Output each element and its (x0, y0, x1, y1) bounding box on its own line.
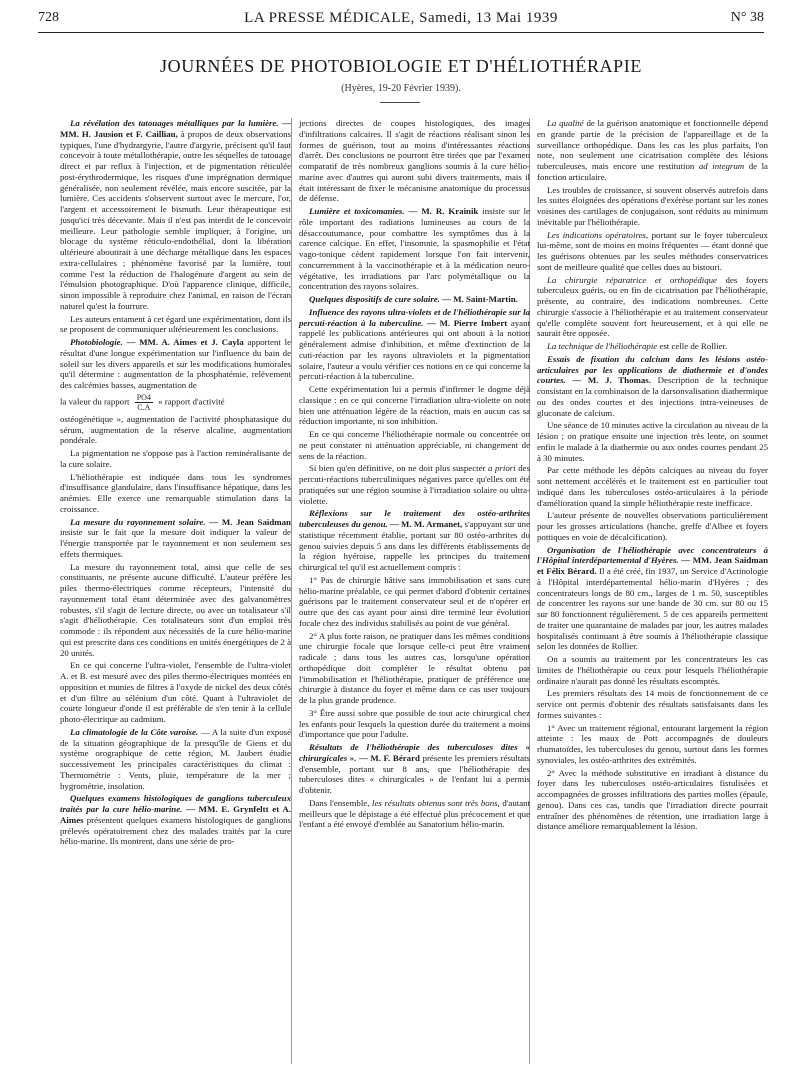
emphasis: Les indications opératoires (547, 229, 646, 240)
article-heading: La mesure du rayonnement solaire. (70, 516, 206, 527)
article-heading: Quelques dispositifs de cure solaire. (309, 294, 440, 304)
article-paragraph (299, 294, 530, 305)
article-paragraph (60, 337, 291, 391)
article-authors: — A la (200, 726, 227, 737)
article-text: L'auteur présente de nouvelles observations particulièrement pour les grosses articulations (hanche, greffe d'Albee et foyers pottiques en voie de décalcification). (537, 510, 768, 542)
section-subtitle: (Hyères, 19-20 Février 1939). (341, 83, 461, 94)
article-text: à propos de deux observations typiques, l'une d'hydrargyrie, l'autre d'argyrie, précisent qu'il faut concevoir à toute métallothérapie, outre les séquelles de tatouage direct et par reflux à l'injection, et de pigmentation réticulée post-érythrodermique, les risques d'une imprégnation dermique généralisée, non seulement révélée, mais encore suscitée, par la lumière. Ces accidents s'observent surtout avec le mercure, l'or, l'argent et accessoirement le bismuth. Leur thérapeutique est jusqu'ici très décevante. Mais il n'est pas interdit de le concevoir meilleure. Leur pathologie semble impliquer, à l'origine, un blocage du système réticulo-endothélial, dont la libération ultérieure aboutirait à une décharge métallique dans les espaces extra-cellulaires ; phénomène favorisé par la lumière, tout comme l'est la réduction de l'halogénure d'argent au sein de l'émulsion photographique. D'où l'apparence clinique, difficile, sinon impossible à reproduire chez l'animal, en raison de l'écran naturel qu'est la fourrure. (60, 128, 291, 311)
article-paragraph (299, 206, 530, 292)
formula-text: la valeur du rapport (60, 396, 130, 407)
article-text: Si bien qu'en définitive, on ne doit plus suspecter (309, 463, 486, 474)
article-text: La pigmentation ne s'oppose pas à l'action reminéralisante de la cure solaire. (60, 448, 291, 469)
list-item: 2° Avec la méthode substitutive en irradiant à distance du foyer dans les tuberculoses ostéo-articulaires fistulisées et accompagnées de grosses infiltrations des parties molles (épaule, genou). Dans ces cas, tandis que l'irradiation directe pourrait entraîner des phénomènes de rétention, une irradiation large à distance améliore remarquablement la lésion. (537, 767, 768, 832)
article-paragraph (60, 517, 291, 560)
article-text: insiste sur le rôle important des radiations lumineuses au cours de la désaccoutumance, pour combattre les symptômes dus à la carence calcique. En effet, l'insomnie, la spasmophilie et l'état vago-tonique cèdent rapidement lorsque l'on fait intervenir, concurremment à la vaccinothérapie et à la médication neuro-végétative, les irradiations par l'arc polymétallique ou la concentration des rayons solaires. (299, 206, 530, 292)
list-item: 1° Pas de chirurgie hâtive sans immobilisation et sans cure hélio-marine préalable, ce qui permet d'abord d'obtenir certaines guérisons par le traitement conservateur seul et de n'opérer en outre que des cas ayant pour ainsi dire terminé leur évolution focale chez des individus stabilisés au point de vue général. (299, 574, 530, 628)
article-paragraph (60, 727, 291, 792)
article-text: des foyers tuberculeux guéris, ou en fin de cicatrisation par l'héliothérapie, présente, au contraire, des indications nombreuses. Cette chirurgie s'associe à l'héliothérapie et au traitement conservateur qu'elle complète souvent fort heureusement, et à qui elle ne saurait être opposée. (537, 274, 768, 339)
article-heading: Quelques examens histologiques de ganglions tuberculeux traités par la cure hélio-marine. (60, 793, 291, 814)
title-rule (380, 102, 420, 103)
article-text: apportent le résultat d'une longue expérimentation sur l'influence du bain de soleil sur les divers appareils et sur les modifications humorales qu'il détermine : augmentation de la phosphatémie, relèvement des calcémies basses, augmentation de (60, 337, 292, 390)
article-heading: Photobiologie. (70, 337, 123, 347)
article-text: jections directes de coupes histologiques, des images d'infiltrations calcaires. Il s'agit de réactions réalisant sinon les formes de guérison, tout au moins d'intéressantes réactions d'arrêt. Des conclusions ne pourront être tirées que par l'examen comparatif de très nombreux ganglions soumis à la cure hélio-marine avec d'autres qui auront subi divers traitements, mais il était intéressant de fixer le mécanisme anatomique du processus de défense. (299, 118, 530, 204)
article-text: Il a été créé, fin 1937, un Service d'Actinologie à l'Hôpital interdépartemental hélio-marin d'Hyères ; des concentrateurs longs de 80 cm., larges de 1 m. 50, susceptibles de concentrer les rayons sur une bande de 30 cm. sur 80 ou 15 sur 80 fonctionnent régulièrement. 5 de ces appareils permettent de traiter une quarantaine de malades par jour, les autres malades hospitalisés continuant à être soumis à l'héliothérapie classique selon les données de Rollier. (537, 566, 768, 652)
article-text: , portant sur le foyer tuberculeux lui-même, sont de moins en moins fréquentes — étant donné que les guérisons obtenues par les seules méthodes conservatrices sont de meilleure qualité que celles dues au bistouri. (537, 229, 768, 272)
article-paragraph (299, 307, 530, 382)
article-authors: — M. F. Bérard (358, 752, 420, 763)
article-text: Les auteurs entament à cet égard une expérimentation, dont ils se proposent de communiquer ultérieurement les conclusions. (60, 313, 292, 335)
article-text: suite d'un exposé de la situation géographique de la presqu'île de Giens et du système orographique de cette région, M. Jaubert étudie successivement les principales caractéristiques du climat : Thermométrie : Vents, pluie, température de la mer ; hygrométrie, insolation. (60, 726, 292, 791)
article-text: de la guérison anatomique et fonctionnelle dépend en grande partie de la précision de l'appareillage et de la surveillance orthopédique. Dans les cas les plus parfaits, l'on note, non seulement une cicatrisation complète des lésions tuberculeuses, mais encore une restitution (537, 118, 768, 171)
article-authors: — M. R. Krainik (408, 206, 479, 216)
article-paragraph (537, 275, 768, 340)
ratio-formula (60, 393, 291, 412)
article-heading: Réflexions sur le traitement des ostéo-arthrites tuberculeuses du genou. (299, 508, 530, 529)
article-text: Les troubles de croissance, si souvent observés autrefois dans les suites éloignées des opérations d'exérèse portant sur les zones voisines des cartilages de conjugaison, sont réduits au minimum inévitable par l'héliothérapie. (537, 184, 768, 227)
article-text: présente les premiers résultats d'ensemble, portant sur 8 ans, que l'héliothérapie des tuberculoses dites « chirurgicales » de l'enfant lui a permis d'obtenir. (299, 752, 530, 795)
fraction-numerator: PO4 (136, 392, 151, 402)
page-number: 728 (38, 10, 59, 25)
article-paragraph (299, 508, 530, 573)
column-3 (537, 118, 768, 834)
emphasis: a priori (488, 463, 516, 474)
list-item: 1° Avec un traitement régional, entourant largement la région atteinte : les maux de Pott accompagnés de douleurs rhumatoïdes, les tuberculoses du genou, surtout dans les formes synoviales, les ostéo-arthrites des extrémités. (537, 722, 768, 765)
emphasis: La chirurgie réparatrice et orthopédique (547, 274, 717, 285)
article-heading: Essais de fixation du calcium dans les lésions ostéo-articulaires par les applications de diathermie et d'ondes courtes. (537, 353, 768, 386)
article-paragraph (537, 354, 768, 419)
article-authors: — MM. H. Jausion et F. Cailliau, (60, 118, 292, 139)
article-authors: — MM. E. Grynfeltt et A. Aimes (60, 804, 291, 825)
issue-number: N° 38 (730, 10, 764, 25)
article-paragraph (537, 230, 768, 273)
emphasis: La qualité (547, 118, 584, 128)
column-divider (291, 118, 292, 1064)
article-paragraph (537, 545, 768, 653)
article-text: ostéogénétique », augmentation de l'activité phosphatasique du sérum, augmentation de la réserve alcaline, augmentation pondérale. (60, 413, 291, 446)
article-text: Une séance de 10 minutes active la circulation au niveau de la lésion ; on pratique ensuite une injection très lente, on soumet enfin le malade à la diathermie ou aux ondes courtes pendant 25 à 30 minutes. (537, 420, 768, 463)
article-paragraph (537, 118, 768, 183)
article-text: des percuti-réactions tuberculiniques négatives parce qu'elles ont été pratiquées sur une région soumise à l'irradiation solaire ou ultra-violette. (299, 463, 531, 506)
article-paragraph (299, 742, 530, 796)
article-paragraph (299, 463, 530, 506)
article-text: On a soumis au traitement par les concentrateurs les cas limites de l'héliothérapie ou ceux pour lesquels l'héliothérapie ordinaire n'aurait pas donné les résultats escomptés. (537, 654, 768, 686)
article-text: L'héliothérapie est indiquée dans tous les syndromes d'insuffisance glandulaire, dans l'insuffisance hépatique, dans les anémies. Elle exerce une remarquable stimulation dans la croissance. (60, 471, 291, 514)
column-1 (60, 118, 291, 849)
article-text: est celle de Rollier. (659, 341, 728, 351)
journal-title: LA PRESSE MÉDICALE, Samedi, 13 Mai 1939 (244, 10, 558, 26)
fraction-denominator: C.A (137, 402, 151, 412)
article-text: Cette expérimentation lui a permis d'infirmer le dogme déjà classique : en ce qui concerne l'irradiation ultra-violette on note bien une atténuation légère de la réaction, mais en aucun cas sa réduction importante, ni son inhibition. (299, 384, 530, 427)
formula-text: « rapport d'activité (158, 396, 225, 407)
article-text: Description de la technique consistant en la combinaison de la darsonvalisation diathermique ou des ondes courtes et des injections intra-veineuses de gluconate de calcium. (537, 375, 768, 418)
article-authors: — M. J. Thomas. (572, 375, 651, 386)
article-text: Dans l'ensemble, (309, 797, 370, 808)
article-paragraph (537, 341, 768, 352)
article-text: s'appuyant sur une statistique récemment établie, portant sur 80 ostéo-arthrites du genou suivies depuis 5 ans dans les différents établissements de la région hyéroise, rappelle les principes du traitement chirurgical tel qu'il est actuellement compris : (299, 519, 530, 572)
article-authors: — M. Saint-Martin. (442, 294, 518, 304)
article-heading: La climatologie de la Côte varoise. (70, 726, 199, 737)
fraction (135, 393, 153, 412)
article-text: de la fonction articulaire. (537, 161, 768, 182)
article-paragraph (60, 118, 291, 312)
list-item: 2° A plus forte raison, ne pratiquer dans les mêmes conditions une chirurgie focale que lorsque celle-ci peut être vraiment radicale ; dans tous les autres cas, lorsqu'une opération orthopédique doit compléter le résultat obtenu par l'immobilisation et l'héliothérapie, pratiquer de préférence une chirurgie à distance du foyer et même dans ce cas user toujours de la plus grande prudence. (299, 630, 530, 705)
article-authors: — MM. Jean Saidman et Félix Bérard. (537, 555, 768, 576)
article-text: ayant rappelé les publications antérieures qui ont abouti à la notion généralement admise d'inhibition, et même d'extinction de la cuti-réaction par les rayons ultraviolets et la pigmentation solaire, l'auteur a voulu vérifier ces notions en ce qui concerne la percuti-réaction à la tuberculine. (299, 317, 530, 382)
article-text: En ce qui concerne l'héliothérapie normale ou concentrée on ne peut constater ni atténuation appréciable, ni changement de sens de la réaction. (299, 429, 530, 461)
emphasis: les résultats obtenus sont très bons (372, 797, 498, 808)
article-heading: Organisation de l'héliothérapie avec concentrateurs à l'Hôpital interdépartemental d'Hyères. (537, 544, 768, 566)
article-paragraph (299, 798, 530, 830)
emphasis: La technique de l'héliothérapie (547, 341, 658, 351)
article-authors: — M. Jean Saidman (209, 516, 291, 527)
article-authors: — M. Pierre Imbert (427, 317, 508, 328)
article-heading: Lumière et toxicomanies. (309, 206, 405, 216)
article-authors: — MM. A. Aimes et J. Cayla (126, 337, 244, 347)
article-paragraph (60, 793, 291, 847)
article-text: , d'autant meilleurs que le dépistage a été effectué plus précocement et que l'enfant a été envoyé d'emblée au Sanatorium hélio-marin. (299, 797, 530, 830)
article-text: Par cette méthode les dépôts calciques au niveau du foyer sont nettement accélérés et le traitement est en particulier tout indiqué dans les tuberculoses ostéo-articulaires à la période d'amélioration quand la simple héliothérapie reste inefficace. (537, 465, 768, 508)
article-heading: La révélation des tatouages métalliques par la lumière. (70, 118, 279, 128)
article-text: présentent quelques examens histologiques de ganglions prélevés opératoirement chez des malades traités par la cure hélio-marine. Ils montrent, dans une série de pro- (60, 814, 291, 847)
article-text: insiste sur le fait que la mesure doit indiquer la valeur de l'énergie transportée par le rayonnement et non seulement ses effets thermiques. (60, 527, 291, 559)
article-text: La mesure du rayonnement total, ainsi que celle de ses constituants, ne présente aucune difficulté. L'auteur préfère les piles thermo-électriques comme récepteurs, l'intensité du rayonnement total étant déterminée avec des galvanomètres robustes, s'il s'agit de lecture directe, ou avec un totalisateur s'il s'agit d'héliothérapie. Ces totalisateurs sont d'un emploi très commode : ils répondent aux nécessités de la cure hélio-marine qui est prescrite dans ces conditions en unités énergétiques de 2 à 20 unités. (60, 561, 291, 658)
article-text: En ce qui concerne l'ultra-violet, l'ensemble de l'ultra-violet A. et B. est mesuré avec des piles thermo-électriques montées en opposition et munies de filtres à l'oxyde de nickel des deux côtés et d'un filtre au sélénium d'un côté. Quant à l'ultraviolet de courte longueur d'onde il est préférable de s'en tenir à la cellule photo-électrique au cadmium. (60, 660, 291, 724)
list-item: 3° Être aussi sobre que possible de tout acte chirurgical chez les enfants pour lesquels la question durée du traitement a moins d'importance que pour l'adulte. (299, 707, 530, 740)
column-2 (299, 118, 530, 832)
article-heading: Résultats de l'héliothérapie des tuberculoses dites « chirurgicales ». (299, 742, 530, 763)
section-title: JOURNÉES DE PHOTOBIOLOGIE ET D'HÉLIOTHÉRAPIE (160, 56, 642, 76)
article-text: Les premiers résultats des 14 mois de fonctionnement de ce service ont permis d'obtenir des résultats satisfaisants dans les formes suivantes : (537, 688, 768, 720)
header-rule (38, 32, 764, 33)
article-heading: Influence des rayons ultra-violets et de l'héliothérapie sur la percuti-réaction à la tuberculine. (299, 306, 530, 328)
page-header (38, 10, 764, 32)
article-authors: — M. M. Armanet, (389, 519, 463, 529)
emphasis: ad integrum (698, 161, 745, 171)
